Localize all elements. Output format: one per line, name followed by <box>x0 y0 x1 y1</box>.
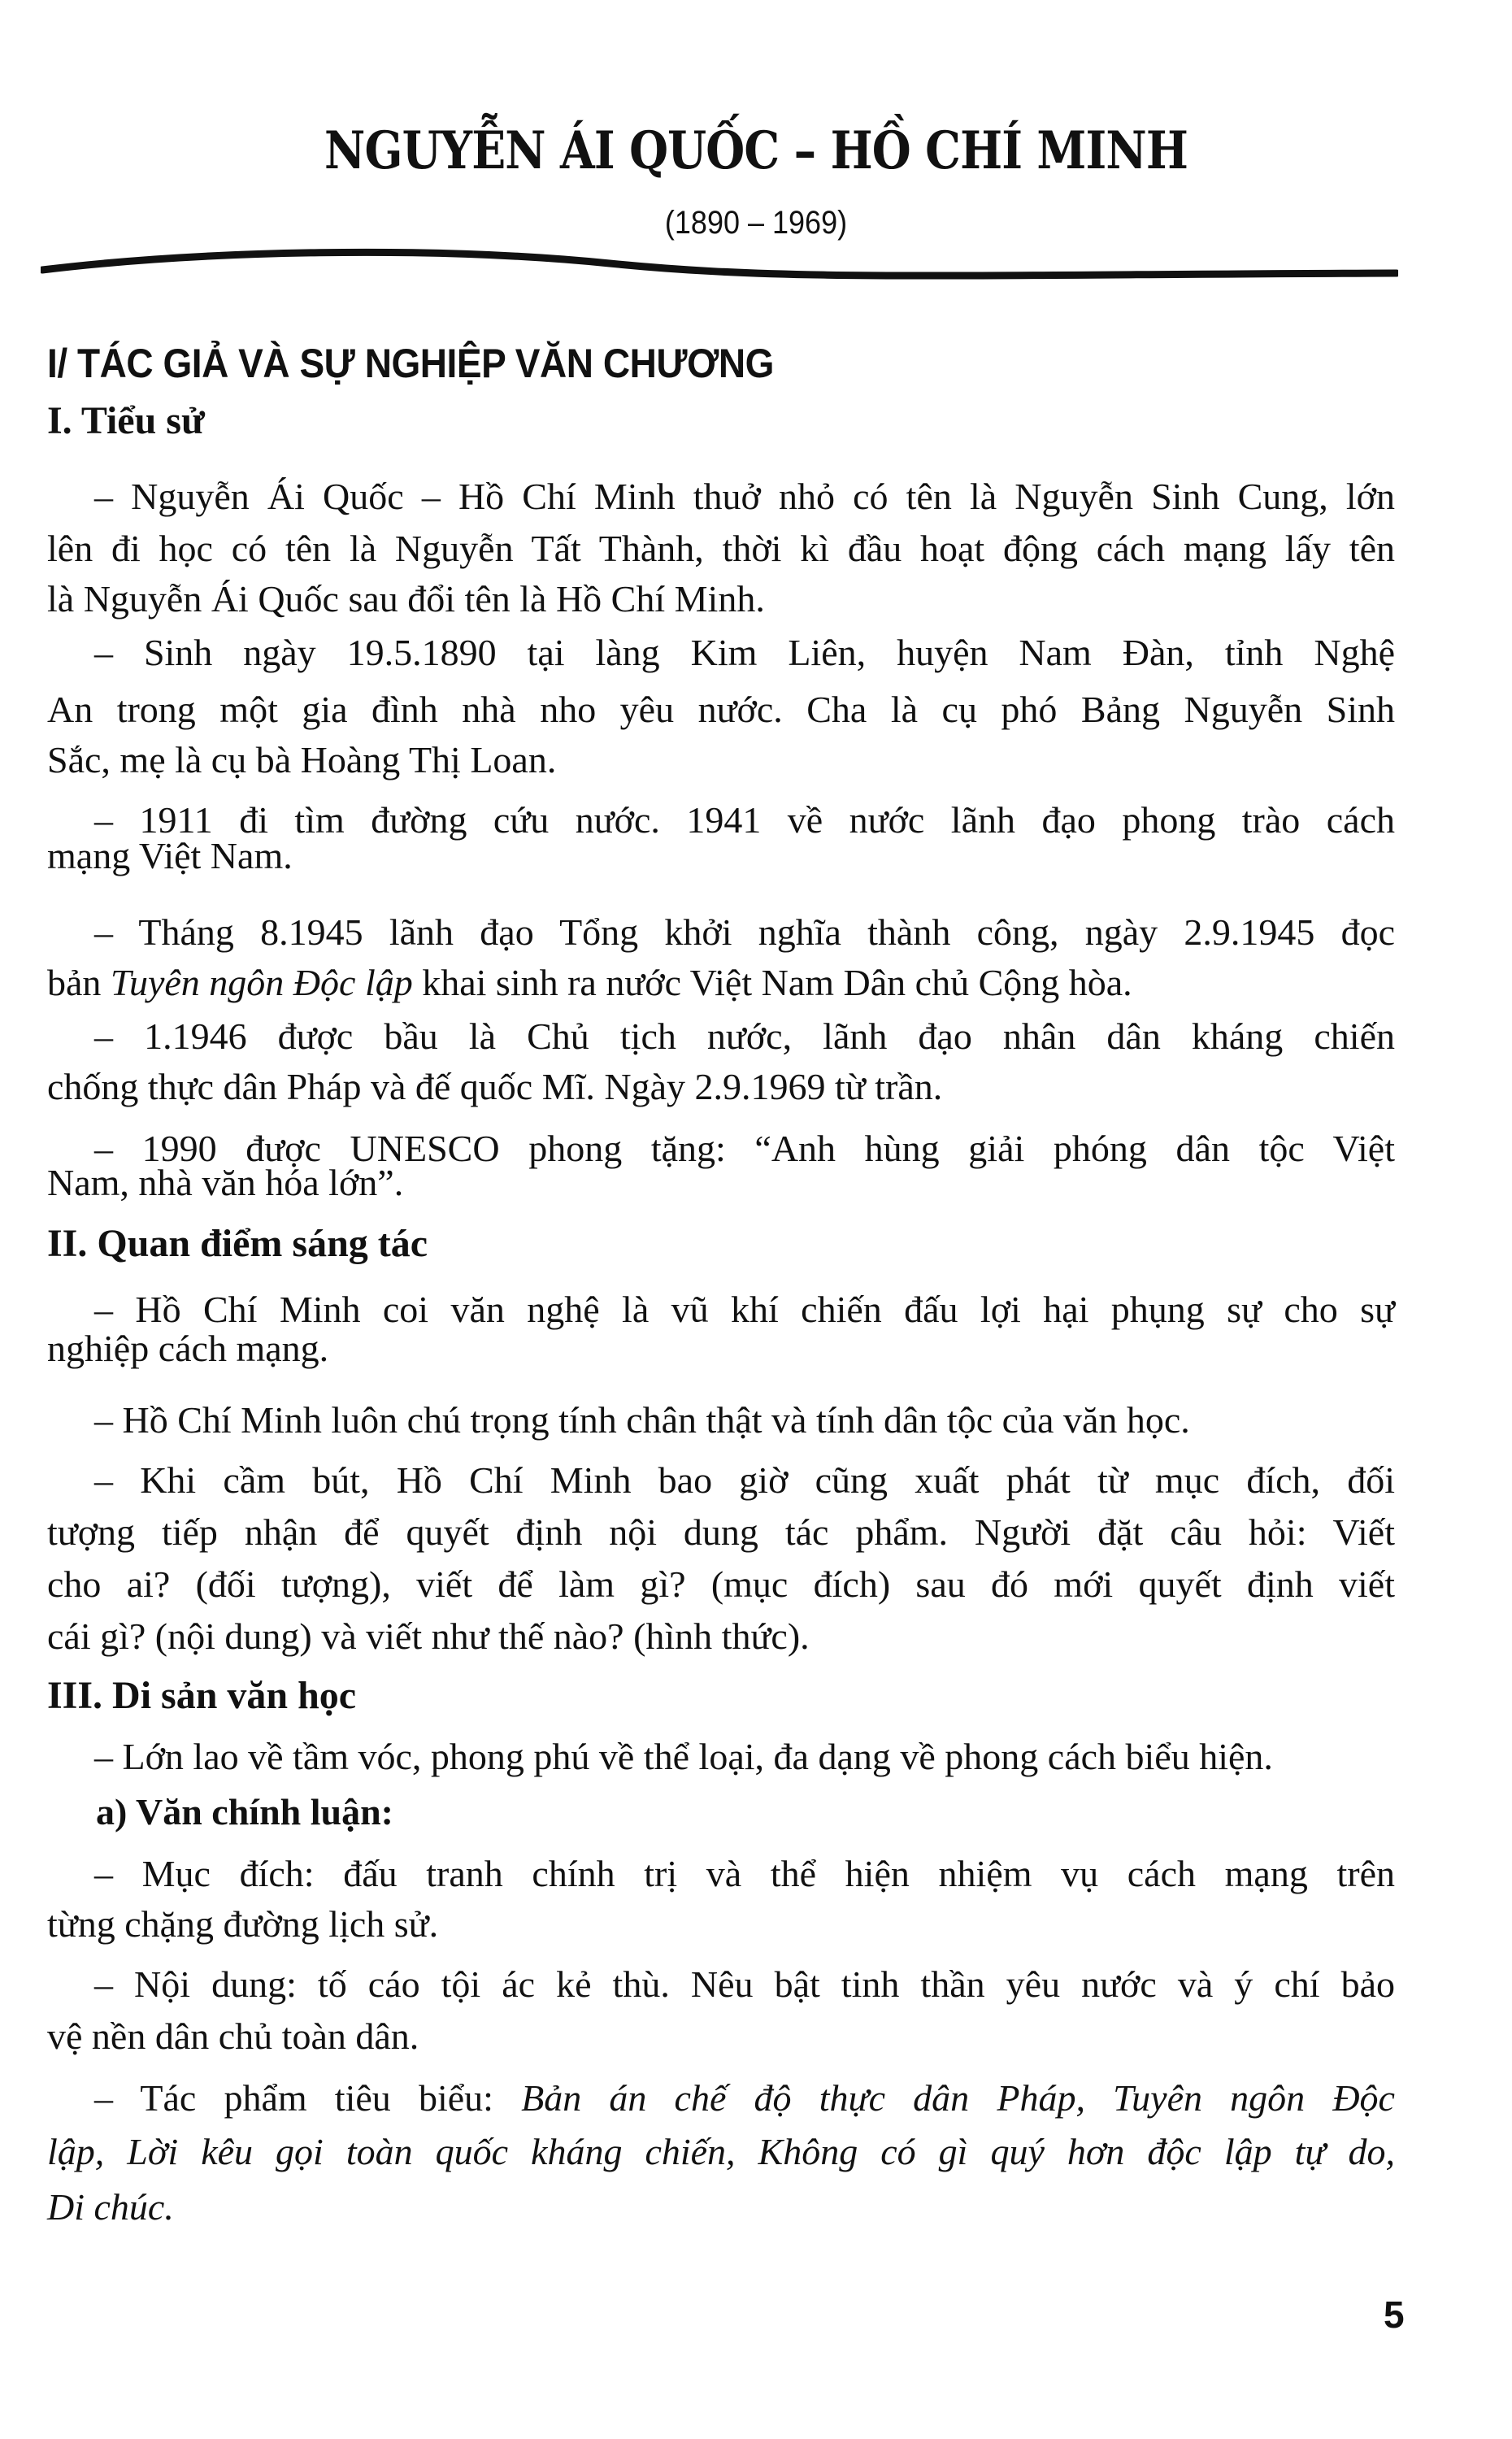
section-heading: I/ TÁC GIẢ VÀ SỰ NGHIỆP VĂN CHƯƠNG <box>47 341 774 386</box>
text: khai sinh ra nước Việt Nam Dân chủ Cộng hòa. <box>412 962 1132 1003</box>
paragraph-line: Nam, nhà văn hóa lớn”. <box>47 1162 404 1203</box>
paragraph-line: An trong một gia đình nhà nho yêu nước. Cha là cụ phó Bảng Nguyễn Sinh <box>47 689 1395 730</box>
paragraph-line: chống thực dân Pháp và đế quốc Mĩ. Ngày 2.9.1969 từ trần. <box>47 1066 943 1107</box>
paragraph-line: – Hồ Chí Minh luôn chú trọng tính chân thật và tính dân tộc của văn học. <box>94 1399 1190 1441</box>
paragraph-line <box>47 2130 1395 2173</box>
paragraph-line: – Nội dung: tố cáo tội ác kẻ thù. Nêu bật tinh thần yêu nước và ý chí bảo <box>94 1963 1395 2005</box>
italic-works: Di chúc. <box>47 2186 174 2228</box>
paragraph-line <box>94 2076 1395 2119</box>
paragraph-line: cái gì? (nội dung) và viết như thế nào? (hình thức). <box>47 1615 810 1657</box>
paragraph-line: Sắc, mẹ là cụ bà Hoàng Thị Loan. <box>47 739 557 780</box>
italic-title: Tuyên ngôn Độc lập <box>110 962 413 1003</box>
paragraph-line: – Khi cầm bút, Hồ Chí Minh bao giờ cũng xuất phát từ mục đích, đối <box>94 1459 1395 1501</box>
chapter-title: NGUYỄN ÁI QUỐC – HỒ CHÍ MINH <box>324 120 1188 181</box>
paragraph-line: nghiệp cách mạng. <box>47 1328 329 1369</box>
paragraph-line <box>47 2185 1395 2228</box>
paragraph-line: – Mục đích: đấu tranh chính trị và thể hiện nhiệm vụ cách mạng trên <box>94 1853 1395 1894</box>
text: bản <box>47 962 111 1003</box>
text: – Tác phẩm tiêu biểu: <box>94 2077 522 2119</box>
decorative-wave-rule <box>41 236 1398 285</box>
paragraph-line <box>47 961 1395 1004</box>
page-number: 5 <box>1384 2293 1405 2336</box>
paragraph-line: từng chặng đường lịch sử. <box>47 1903 439 1945</box>
italic-works: Bản án chế độ thực dân Pháp, Tuyên ngôn Độc <box>521 2077 1395 2119</box>
paragraph-line: – Sinh ngày 19.5.1890 tại làng Kim Liên, huyện Nam Đàn, tỉnh Nghệ <box>94 632 1395 673</box>
chapter-dates: (1890 – 1969) <box>664 205 848 241</box>
paragraph-line: – 1990 được UNESCO phong tặng: “Anh hùng giải phóng dân tộc Việt <box>94 1128 1395 1169</box>
paragraph-line: – Hồ Chí Minh coi văn nghệ là vũ khí chiến đấu lợi hại phụng sự cho sự <box>94 1289 1395 1330</box>
paragraph-line: – 1.1946 được bầu là Chủ tịch nước, lãnh đạo nhân dân kháng chiến <box>94 1015 1395 1057</box>
paragraph-line: mạng Việt Nam. <box>47 835 293 876</box>
heading-tieu-su: I. Tiểu sử <box>47 399 205 442</box>
paragraph-line: vệ nền dân chủ toàn dân. <box>47 2015 419 2057</box>
italic-works: lập, Lời kêu gọi toàn quốc kháng chiến, Không có gì quý hơn độc lập tự do, <box>47 2131 1395 2172</box>
heading-di-san: III. Di sản văn học <box>47 1674 357 1717</box>
heading-quan-diem: II. Quan điểm sáng tác <box>47 1222 428 1265</box>
paragraph-line: tượng tiếp nhận để quyết định nội dung tác phẩm. Người đặt câu hỏi: Viết <box>47 1511 1395 1553</box>
paragraph-line: – Nguyễn Ái Quốc – Hồ Chí Minh thuở nhỏ có tên là Nguyễn Sinh Cung, lớn <box>94 476 1395 517</box>
paragraph-line: cho ai? (đối tượng), viết để làm gì? (mục đích) sau đó mới quyết định viết <box>47 1563 1395 1605</box>
paragraph-line: – 1911 đi tìm đường cứu nước. 1941 về nước lãnh đạo phong trào cách <box>94 799 1395 841</box>
paragraph-line: lên đi học có tên là Nguyễn Tất Thành, thời kì đầu hoạt động cách mạng lấy tên <box>47 528 1395 569</box>
heading-van-chinh-luan: a) Văn chính luận: <box>96 1791 394 1833</box>
paragraph-line: – Tháng 8.1945 lãnh đạo Tổng khởi nghĩa thành công, ngày 2.9.1945 đọc <box>94 911 1395 953</box>
paragraph-line: – Lớn lao về tầm vóc, phong phú về thể loại, đa dạng về phong cách biểu hiện. <box>94 1736 1273 1777</box>
paragraph-line: là Nguyễn Ái Quốc sau đổi tên là Hồ Chí Minh. <box>47 578 765 620</box>
